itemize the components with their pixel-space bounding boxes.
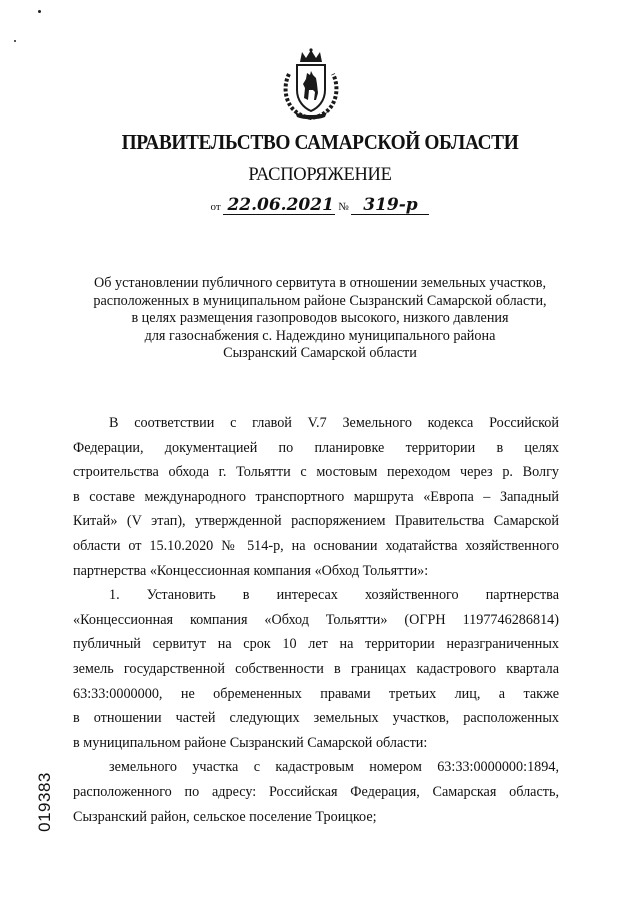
document-date-number bbox=[0, 196, 640, 215]
document-date: 22.06.2021 bbox=[223, 196, 335, 215]
subject-line: Об установлении публичного сервитута в отношении земельных участков, bbox=[93, 275, 547, 291]
margin-serial-number bbox=[35, 765, 55, 839]
document-subject bbox=[40, 275, 600, 363]
body-line: В соответствии с главой V.7 Земельного кодекса Российской bbox=[109, 415, 559, 431]
body-line: земель государственной собственности в границах кадастрового квартала bbox=[73, 660, 559, 677]
body-line: Сызранский район, сельское поселение Троицкое; bbox=[73, 808, 377, 825]
body-line: расположенного по адресу: Российская Федерация, Самарская область, bbox=[73, 783, 559, 800]
body-line: области от 15.10.2020 № 514-р, на основании ходатайства хозяйственного bbox=[73, 537, 559, 554]
subject-line: расположенных в муниципальном районе Сызранский Самарской области, bbox=[93, 292, 547, 309]
body-line: 1. Установить в интересах хозяйственного партнерства bbox=[109, 587, 559, 604]
document-body bbox=[73, 411, 559, 829]
subject-line: в целях размещения газопроводов высокого, низкого давления bbox=[131, 310, 509, 327]
body-line: Федерации, документацией по планировке территории в целях bbox=[73, 439, 559, 456]
body-line: в составе международного транспортного маршрута «Европа – Западный bbox=[73, 488, 559, 505]
body-line: публичный сервитут на срок 10 лет на территории неразграниченных bbox=[73, 636, 559, 653]
serial-number-text: 019383 bbox=[35, 772, 55, 832]
body-line: в отношении частей следующих земельных участков, расположенных bbox=[73, 710, 559, 727]
scan-speck bbox=[38, 10, 41, 13]
body-line: 63:33:0000000, не обремененных правами третьих лиц, а также bbox=[73, 685, 559, 702]
subject-line: Сызранский Самарской области bbox=[223, 345, 417, 362]
date-prefix: от bbox=[210, 201, 221, 213]
government-title: ПРАВИТЕЛЬСТВО САМАРСКОЙ ОБЛАСТИ bbox=[121, 130, 519, 154]
number-prefix: № bbox=[338, 201, 349, 213]
body-line: в муниципальном районе Сызранский Самарской области: bbox=[73, 734, 428, 751]
body-line: «Концессионная компания «Обход Тольятти» (ОГРН 1197746286814) bbox=[73, 611, 559, 628]
samara-coat-of-arms-icon bbox=[280, 48, 342, 120]
body-line: строительства обхода г. Тольятти с мостовым переходом через р. Волгу bbox=[73, 464, 559, 481]
document-type: РАСПОРЯЖЕНИЕ bbox=[248, 165, 392, 185]
body-line: Китай» (V этап), утвержденной распоряжением Правительства Самарской bbox=[73, 513, 559, 530]
subject-line: для газоснабжения с. Надеждино муниципального района bbox=[144, 327, 496, 344]
document-number: 319-р bbox=[351, 196, 429, 215]
scan-speck bbox=[14, 40, 16, 42]
body-line: земельного участка с кадастровым номером 63:33:0000000:1894, bbox=[109, 759, 559, 776]
body-line: партнерства «Концессионная компания «Обход Тольятти»: bbox=[73, 562, 429, 579]
